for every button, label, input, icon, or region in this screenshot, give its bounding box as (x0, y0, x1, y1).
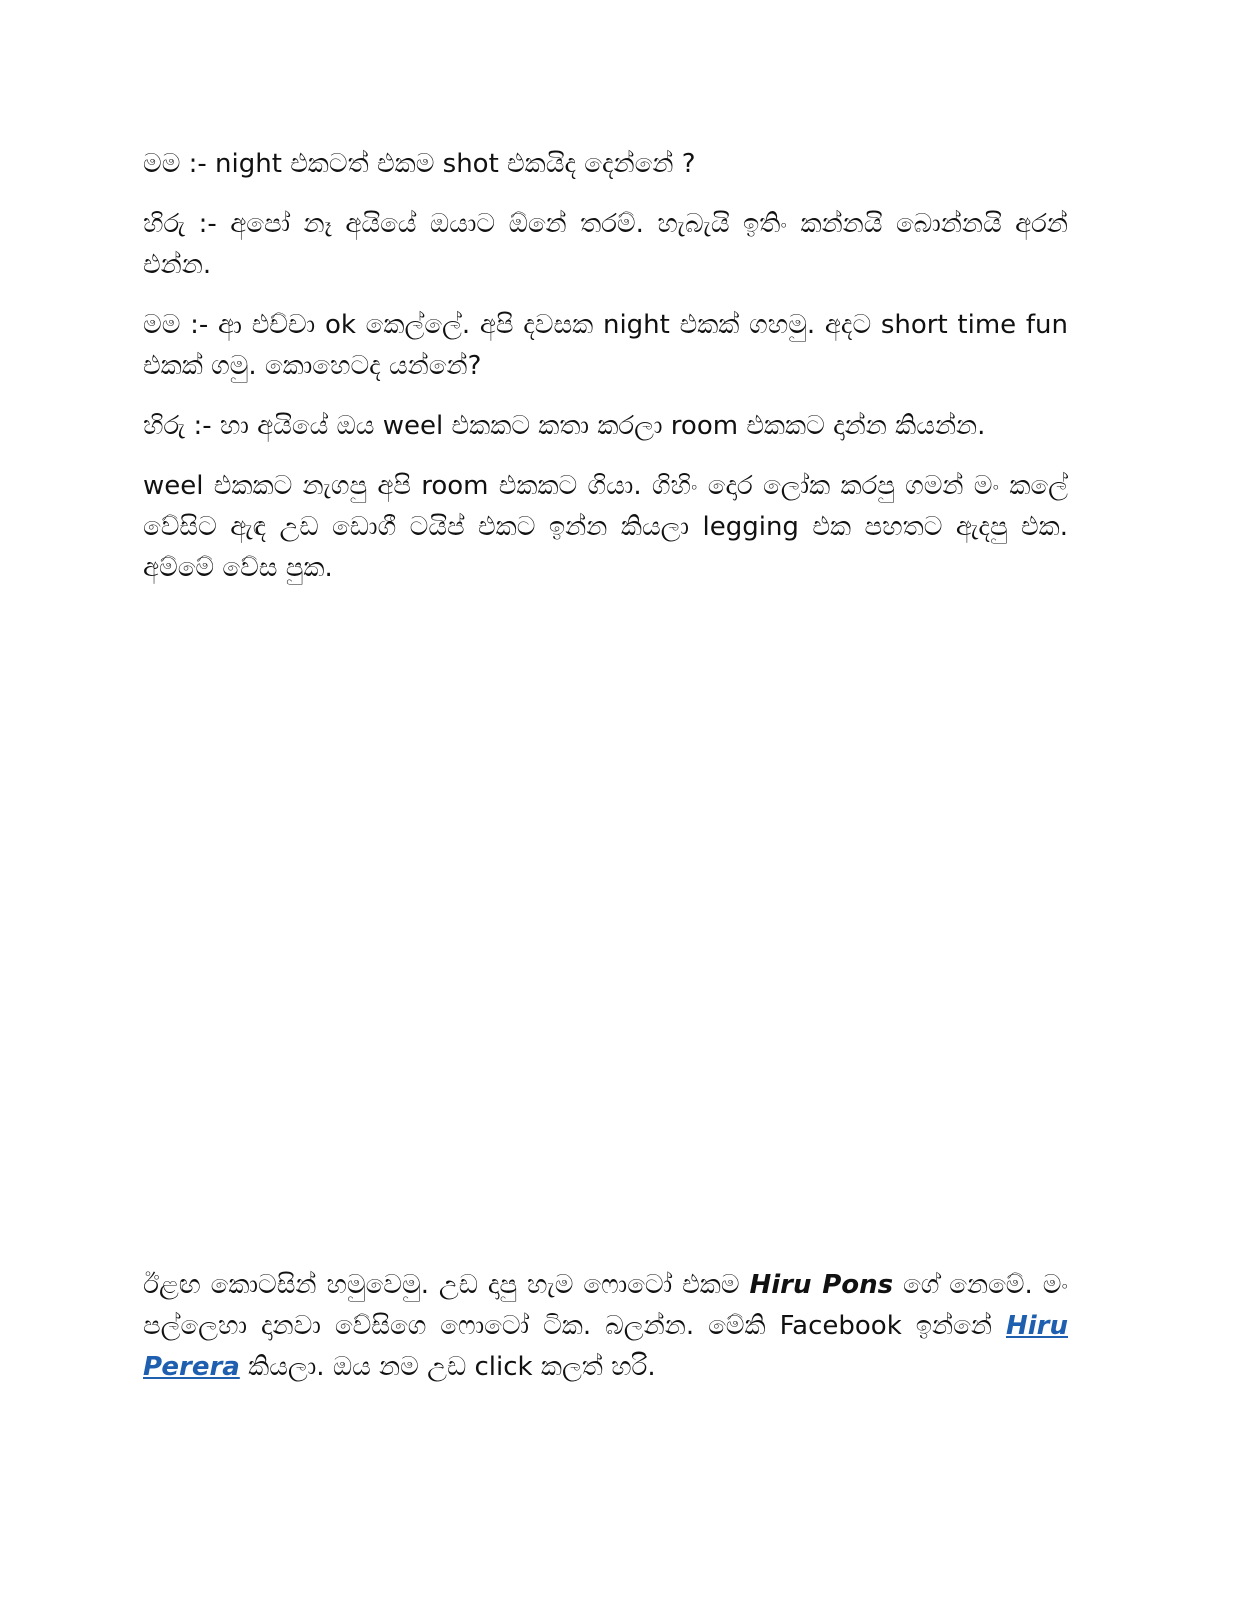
facebook-profile-link[interactable]: Hiru Perera (143, 1311, 1068, 1382)
footer-paragraph (143, 1265, 1068, 1388)
paragraph-1: මම :- night එකටත් එකම shot එකයිද දෙන්නේ ? (143, 149, 696, 179)
blank-image-area (143, 620, 1068, 1240)
paragraph-3: මම :- ආ එච්චා ok කෙල්ලේ. අපි දවසක night එකක් ගහමු. අදට short time fun එකක් ගමු. කොහෙටද යන්නේ? (143, 310, 1068, 381)
paragraph-2: හිරු :- අපෝ නෑ අයියේ ඔයාට ඕනේ තරම්. හැබැයි ඉතිං කන්නයි බොන්නයි අරන් එන්න. (143, 209, 1068, 280)
footer-text-1: ඊළඟ කොටසින් හමුවෙමු. උඩ දාපු හැම ෆොටෝ එකම (143, 1270, 750, 1300)
footer-text-3: කියලා. ඔය නම උඩ click කලත් හරි. (239, 1352, 656, 1382)
author-name: Hiru Pons (749, 1270, 894, 1300)
dialogue-section (143, 144, 1068, 608)
paragraph-4: හිරු :- හා අයියේ ඔය weel එකකට කතා කරලා room එකකට දාන්න කියන්න. (143, 411, 986, 441)
footer-section (143, 1265, 1068, 1407)
footer-text-2: ගේ නෙමේ. මං පල්ලෙහා දානවා වේසිගෙ ෆොටෝ ටික. බලන්න. මේකි Facebook ඉන්නේ (143, 1270, 1068, 1341)
paragraph-5: weel එකකට නැගපු අපි room එකකට ගියා. ගිහිං දොර ලෝක කරපු ගමන් මං කලේ වේසිට ඇඳ උඩ ඩොගී ටයිප් එකට ඉන්න කියලා legging එක පහතට ඇදපු එක. අම්මේ වේස පුක. (143, 471, 1068, 583)
